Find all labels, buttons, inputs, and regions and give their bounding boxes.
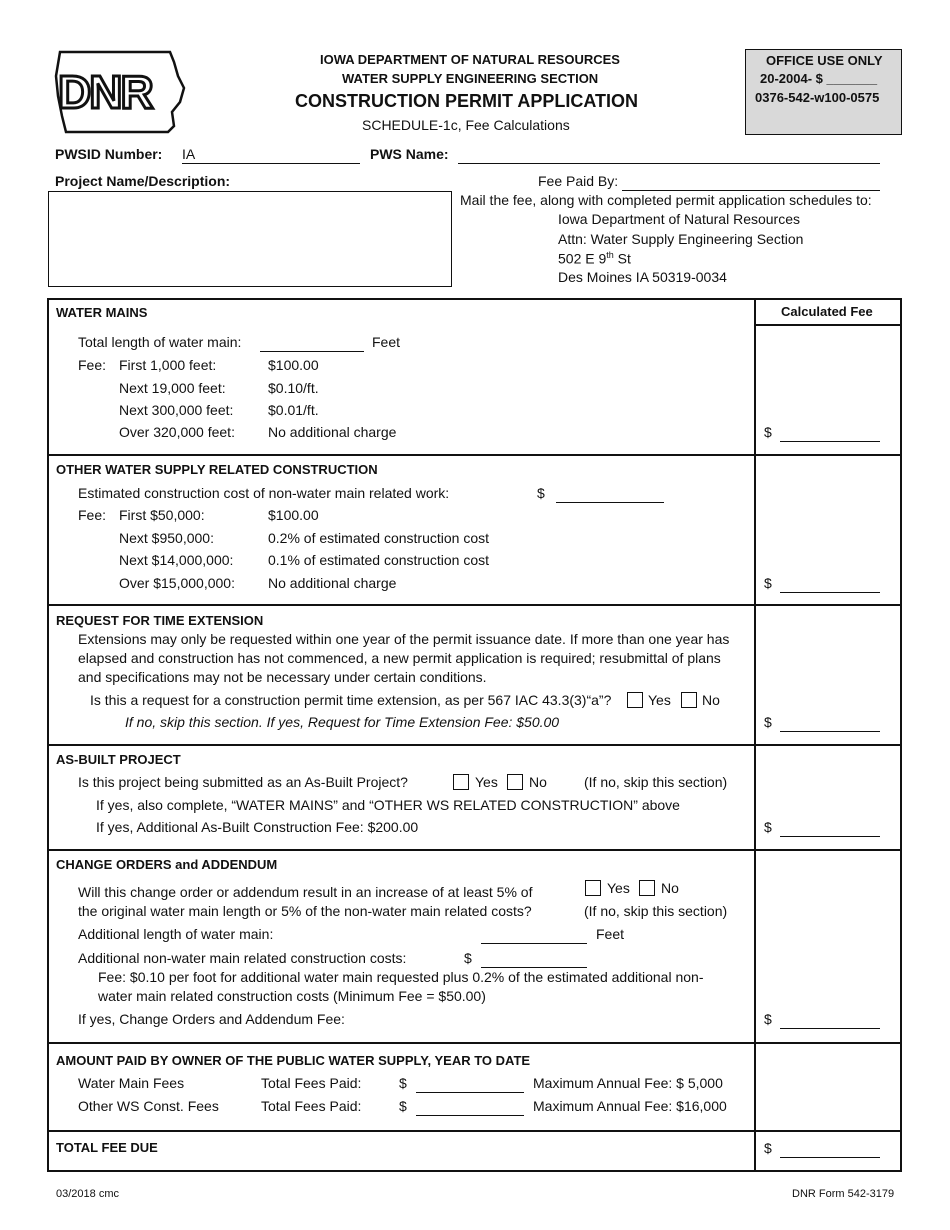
street-number: 502 E 9	[558, 250, 607, 267]
fee-paid-by-input[interactable]	[622, 173, 880, 191]
water-main-tier-value: $0.01/ft.	[268, 402, 319, 418]
pws-name-input[interactable]	[458, 146, 880, 164]
dollar-sign: $	[764, 1140, 772, 1156]
amount-paid-row-label: Other WS Const. Fees	[78, 1098, 219, 1114]
change-orders-yes-checkbox[interactable]	[585, 880, 601, 896]
time-extension-note: If no, skip this section. If yes, Request for Time Extension Fee: $50.00	[125, 714, 560, 730]
other-cost-input[interactable]	[556, 502, 664, 503]
street-name: St	[613, 250, 631, 267]
other-tier-label: First $50,000:	[119, 507, 205, 523]
as-built-yes-checkbox[interactable]	[453, 774, 469, 790]
mail-address-line2: Attn: Water Supply Engineering Section	[558, 231, 804, 247]
department-name: IOWA DEPARTMENT OF NATURAL RESOURCES	[320, 52, 620, 67]
dollar-sign: $	[399, 1075, 407, 1091]
other-tier-value: 0.2% of estimated construction cost	[268, 530, 489, 546]
pws-name-label: PWS Name:	[370, 146, 449, 162]
dollar-sign: $	[464, 950, 472, 966]
time-extension-fee-input[interactable]	[780, 731, 880, 732]
mail-intro: Mail the fee, along with completed permit application schedules to:	[460, 192, 872, 208]
amount-paid-title: AMOUNT PAID BY OWNER OF THE PUBLIC WATER SUPPLY, YEAR TO DATE	[56, 1053, 531, 1068]
additional-length-feet-label: Feet	[596, 926, 625, 942]
other-tier-label: Next $950,000:	[119, 530, 214, 546]
dollar-sign: $	[764, 819, 772, 835]
other-fee-label: Fee:	[78, 507, 107, 523]
time-extension-title: REQUEST FOR TIME EXTENSION	[56, 613, 264, 628]
section-divider	[47, 1042, 902, 1044]
other-tier-value: No additional charge	[268, 575, 397, 591]
other-construction-title: OTHER WATER SUPPLY RELATED CONSTRUCTION	[56, 462, 378, 477]
change-orders-title: CHANGE ORDERS and ADDENDUM	[56, 857, 278, 872]
water-main-feet-label: Feet	[372, 334, 401, 350]
fee-column-divider	[754, 298, 756, 1172]
as-built-fee-input[interactable]	[780, 836, 880, 837]
as-built-line1: If yes, also complete, “WATER MAINS” and “OTHER WS RELATED CONSTRUCTION” above	[96, 797, 680, 813]
mail-address-line3	[558, 250, 631, 267]
change-orders-result-label: If yes, Change Orders and Addendum Fee:	[78, 1011, 345, 1027]
project-description-input[interactable]	[48, 191, 452, 287]
water-main-length-label: Total length of water main:	[78, 334, 242, 350]
street-suffix: th	[606, 250, 614, 260]
change-orders-skip-note: (If no, skip this section)	[584, 903, 728, 919]
svg-text:DNR: DNR	[58, 66, 152, 118]
as-built-line2: If yes, Additional As-Built Construction Fee: $200.00	[96, 819, 419, 835]
water-main-length-input[interactable]	[260, 351, 364, 352]
total-fees-paid-label: Total Fees Paid:	[261, 1098, 362, 1114]
as-built-title: AS-BUILT PROJECT	[56, 752, 181, 767]
as-built-skip-note: (If no, skip this section)	[584, 774, 728, 790]
office-use-line1: 20-2004- $ _______	[760, 71, 878, 86]
water-main-tier-label: First 1,000 feet:	[119, 357, 217, 373]
water-main-tier-label: Next 19,000 feet:	[119, 380, 226, 396]
dnr-logo	[52, 46, 187, 134]
time-extension-yes-label: Yes	[648, 692, 671, 708]
office-use-box	[745, 49, 902, 135]
as-built-question: Is this project being submitted as an As-Built Project?	[78, 774, 408, 790]
mail-address-line1: Iowa Department of Natural Resources	[558, 211, 800, 227]
total-fee-due-title: TOTAL FEE DUE	[56, 1140, 158, 1155]
calc-header-rule	[754, 324, 902, 326]
water-main-fee-label: Fee:	[78, 357, 107, 373]
as-built-no-label: No	[529, 774, 547, 790]
dollar-sign: $	[537, 485, 545, 501]
change-orders-no-checkbox[interactable]	[639, 880, 655, 896]
time-extension-no-label: No	[702, 692, 720, 708]
change-orders-no-label: No	[661, 880, 679, 896]
water-mains-title: WATER MAINS	[56, 305, 148, 320]
footer-form-number: DNR Form 542-3179	[792, 1188, 895, 1200]
maximum-annual-fee: Maximum Annual Fee: $ 5,000	[533, 1075, 723, 1091]
water-main-tier-value: $100.00	[268, 357, 319, 373]
dollar-sign: $	[764, 714, 772, 730]
project-label: Project Name/Description:	[55, 173, 231, 189]
as-built-yes-label: Yes	[475, 774, 498, 790]
as-built-no-checkbox[interactable]	[507, 774, 523, 790]
time-extension-yes-checkbox[interactable]	[627, 692, 643, 708]
total-fee-due-input[interactable]	[780, 1157, 880, 1158]
change-orders-question-line2: the original water main length or 5% of the non-water main related costs?	[78, 903, 532, 919]
total-fees-paid-label: Total Fees Paid:	[261, 1075, 362, 1091]
other-tier-value: $100.00	[268, 507, 319, 523]
water-main-tier-label: Next 300,000 feet:	[119, 402, 234, 418]
fee-paid-by-label: Fee Paid By:	[538, 173, 619, 189]
water-main-fees-paid-input[interactable]	[416, 1092, 524, 1093]
change-orders-question-line1: Will this change order or addendum result in an increase of at least 5% of	[78, 884, 533, 900]
change-orders-yes-label: Yes	[607, 880, 630, 896]
form-subtitle: SCHEDULE-1c, Fee Calculations	[362, 117, 570, 133]
change-orders-fee-input[interactable]	[780, 1028, 880, 1029]
additional-costs-label: Additional non-water main related construction costs:	[78, 950, 407, 966]
additional-length-label: Additional length of water main:	[78, 926, 274, 942]
water-mains-fee-input[interactable]	[780, 441, 880, 442]
pwsid-label: PWSID Number:	[55, 146, 163, 162]
office-use-title: OFFICE USE ONLY	[766, 53, 883, 68]
other-tier-value: 0.1% of estimated construction cost	[268, 552, 489, 568]
section-divider	[47, 604, 902, 606]
calculated-fee-header: Calculated Fee	[781, 304, 873, 319]
maximum-annual-fee: Maximum Annual Fee: $16,000	[533, 1098, 727, 1114]
other-construction-fee-input[interactable]	[780, 592, 880, 593]
time-extension-body: Extensions may only be requested within one year of the permit issuance date. If more than one year has elapsed and construction has not commenced, a new permit application is required; resubmittal of plans and specifications may not be necessary under certain conditions.	[78, 631, 730, 685]
time-extension-no-checkbox[interactable]	[681, 692, 697, 708]
section-divider	[47, 744, 902, 746]
additional-costs-input[interactable]	[481, 967, 587, 968]
time-extension-question: Is this a request for a construction permit time extension, as per 567 IAC 43.3(3)“a”?	[90, 692, 612, 708]
change-orders-fee-line1: Fee: $0.10 per foot for additional water main requested plus 0.2% of the estimated additional non-	[98, 969, 704, 985]
other-ws-fees-paid-input[interactable]	[416, 1115, 524, 1116]
section-divider	[47, 1130, 902, 1132]
water-main-tier-value: No additional charge	[268, 424, 397, 440]
footer-revision: 03/2018 cmc	[56, 1188, 119, 1200]
form-title: CONSTRUCTION PERMIT APPLICATION	[295, 91, 638, 111]
office-use-line2: 0376-542-w100-0575	[755, 90, 880, 105]
mail-address-line4: Des Moines IA 50319-0034	[558, 269, 727, 285]
section-divider	[47, 454, 902, 456]
iowa-state-outline-icon	[52, 46, 187, 134]
dollar-sign: $	[399, 1098, 407, 1114]
water-main-tier-label: Over 320,000 feet:	[119, 424, 235, 440]
water-main-tier-value: $0.10/ft.	[268, 380, 319, 396]
change-orders-fee-line2: water main related construction costs (Minimum Fee = $50.00)	[98, 988, 486, 1004]
dollar-sign: $	[764, 575, 772, 591]
other-tier-label: Over $15,000,000:	[119, 575, 235, 591]
section-name: WATER SUPPLY ENGINEERING SECTION	[342, 71, 599, 86]
other-cost-label: Estimated construction cost of non-water main related work:	[78, 485, 450, 501]
dollar-sign: $	[764, 424, 772, 440]
pwsid-input[interactable]: IA	[182, 146, 360, 164]
amount-paid-row-label: Water Main Fees	[78, 1075, 185, 1091]
dollar-sign: $	[764, 1011, 772, 1027]
additional-length-input[interactable]	[481, 943, 587, 944]
other-tier-label: Next $14,000,000:	[119, 552, 234, 568]
section-divider	[47, 849, 902, 851]
